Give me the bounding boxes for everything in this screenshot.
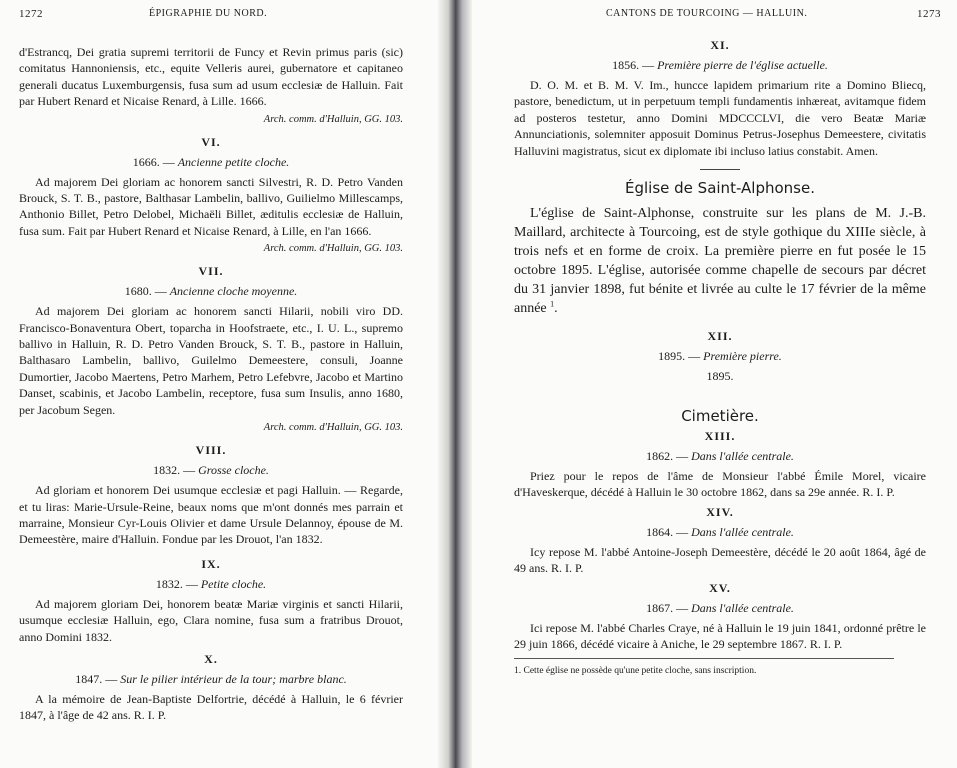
section-title: Petite cloche. xyxy=(200,576,267,591)
section-source: Arch. comm. d'Halluin, GG. 103. xyxy=(263,243,403,255)
section-title: Première pierre. xyxy=(703,349,782,364)
section-source: Arch. comm. d'Halluin, GG. 103. xyxy=(263,422,403,434)
section-date: 1895. xyxy=(658,349,686,364)
section-divider xyxy=(700,169,740,170)
footnote: 1. Cette église ne possède qu'une petite cloche, sans inscription. xyxy=(514,666,757,677)
section-number: X. xyxy=(204,651,218,666)
section-title: Première pierre de l'église actuelle. xyxy=(657,58,828,72)
section-date: 1832. xyxy=(153,463,181,478)
intro-paragraph: d'Estrancq, Dei gratia supremi territorii de Funcy et Revin primus paris (sic) comitatus Hannoniensis, etc., equite Velleris aurei, gubernatore et capitaneo generali ducatus Luxemburgensis, fusa sum ad usum ecclesiæ de Halluin. Fait par Hubert Renard et Nicaise Renard, à Lille. 1666. xyxy=(19,45,403,109)
section-text: Ad majorem Dei gloriam ac honorem sancti Silvestri, R. D. Petro Vanden Brouck, S. T. B., pastore, Balthasar Lambelin, ballivo, Guilielmo Millescamps, Anthonio Billet, Petro Delobel, Michaëli Billet, æditulis ecclesiæ de Halluin, fusa sum. Fait par Hubert Renard et Nicaise Renard, à Lille, en l'an 1666. xyxy=(19,174,403,238)
church-paragraph: L'église de Saint-Alphonse, construite sur les plans de M. J.-B. Maillard, architecte à Tourcoing, est de style gothique du XIIIe siècle, à trois nefs et en forme de croix. La première pierre en fut posée le 15 octobre 1895. L'église, autorisée comme chapelle de secours par décret du 31 janvier 1898, fut bénite et livrée au culte le 17 février de la même année $^1$. xyxy=(514,206,926,317)
section-title: Grosse cloche. xyxy=(198,463,269,478)
section-date: 1856. xyxy=(612,58,640,72)
section-number: XI. xyxy=(710,38,730,52)
section-text: Ici repose M. l'abbé Charles Craye, né à Halluin le 19 juin 1841, ordonné prêtre le 29 juin 1866, décédé vicaire à Aniche, le 29 septembre 1867. R. I. P. xyxy=(514,620,926,652)
section-heading: 1666. — Ancienne petite cloche. xyxy=(132,154,290,169)
section-text: 1895. xyxy=(706,369,734,384)
church-heading: Église de Saint-Alphonse. xyxy=(625,179,815,198)
section-title: Dans l'allée centrale. xyxy=(691,524,794,539)
footnote-rule xyxy=(514,658,894,659)
section-date: 1862. xyxy=(646,449,674,464)
cemetery-heading: Cimetière. xyxy=(681,407,759,426)
section-text: Icy repose M. l'abbé Antoine-Joseph Demeestère, décédé le 20 août 1864, âgé de 49 ans. R. I. P. xyxy=(514,544,926,576)
left-text-flow xyxy=(19,44,403,724)
section-heading: 1862. — Dans l'allée centrale. xyxy=(646,449,794,464)
section-date: 1666. xyxy=(132,154,160,169)
section-number: XII. xyxy=(707,329,733,344)
section-number: XIII. xyxy=(704,429,736,444)
section-text: Ad gloriam et honorem Dei usumque ecclesiæ et pagi Halluin. — Regarde, et tu liras: Marie-Ursule-Reine, beaux noms que m'ont donnés mes parrain et marraine, Monsieur Cyr-Louis Olivier et dame Ursule Delannoy, épouse de M. Demeestère, maire d'Halluin. Fondue par les Drouot, l'an 1832. xyxy=(19,483,403,547)
section-heading: 1832. — Petite cloche. xyxy=(155,576,267,591)
section-number: XIV. xyxy=(706,504,734,519)
intro-source: Arch. comm. d'Halluin, GG. 103. xyxy=(263,113,403,125)
section-text: D. O. M. et B. M. V. Im., huncce lapidem primarium rite a Domino Bliecq, pastore, benedictum, ut in perpetuum templi fundamentis inhæreat, avitamque fidem ad posteros testetur, anno Domini MDCCCLVI, die vero Beatæ Mariæ Annunciationis, solemniter apposuit Dominus Petrus-Josephus Demeestere, civitatis Halluvini magistratus, sicut ex diplomate ibi incluso latius constabit. Amen. xyxy=(514,78,926,158)
section-text: Ad majorem gloriam Dei, honorem beatæ Mariæ virginis et sancti Hilarii, usumque ecclesiæ Halluin, ego, Clara nomine, fusa sum a fratribus Drouot, anno Domini 1832. xyxy=(19,596,403,644)
section-heading: 1680. — Ancienne cloche moyenne. xyxy=(124,284,298,299)
section-date: 1867. xyxy=(646,600,674,615)
left-running-title: ÉPIGRAPHIE DU NORD. xyxy=(149,8,268,19)
right-page xyxy=(466,0,957,768)
section-heading: 1864. — Dans l'allée centrale. xyxy=(646,524,794,539)
section-heading: 1895. — Première pierre. xyxy=(658,349,782,364)
section-text: A la mémoire de Jean-Baptiste Delfortrie, décédé à Halluin, le 6 février 1847, à l'âge de 42 ans. R. I. P. xyxy=(19,691,403,723)
right-running-title: CANTONS DE TOURCOING — HALLUIN. xyxy=(606,8,808,19)
section-date: 1864. xyxy=(646,524,674,539)
section-number: IX. xyxy=(201,556,221,571)
section-number: VIII. xyxy=(195,443,227,458)
section-title: Sur le pilier intérieur de la tour; marbre blanc. xyxy=(120,671,347,686)
section-date: 1832. xyxy=(155,576,183,591)
page-number-left: 1272 xyxy=(19,8,43,20)
section-title: Dans l'allée centrale. xyxy=(691,449,794,464)
church-paragraph-text: L'église de Saint-Alphonse, construite sur les plans de M. J.-B. Maillard, architecte à Tourcoing, est de style gothique du XIIIe siècle, à trois nefs et en forme de croix. La première pierre en fut posée le 15 octobre 1895. L'église, autorisée comme chapelle de secours par décret du 31 janvier 1898, fut bénite et livrée au culte le 17 février de la même année xyxy=(514,206,926,317)
left-page xyxy=(0,0,446,768)
section-text: Ad majorem Dei gloriam ac honorem sancti Hilarii, nobili viro DD. Francisco-Bonaventura Obert, toparcha in Hoofstraete, etc., I. U. L., supremo ballivo in Halluin, R. D. Petro Vanden Brouck, S. T. B., pastore in Halluin, Balthasaro Lambelin, ballivo, Guilelmo Demeestere, consuli, Joanne Dumortier, Jacobo Maertens, Petro Marhem, Petro Lefebvre, Jacobo et Martino Danset, scabinis, et Jacobo Lambelin, receptore, fusa sum Insulis, anno 1680, per Jacobum Segen. xyxy=(19,304,403,417)
section-heading: 1847. — Sur le pilier intérieur de la tour; marbre blanc. xyxy=(75,671,347,686)
section-text: Priez pour le repos de l'âme de Monsieur l'abbé Émile Morel, vicaire d'Haveskerque, décédé à Halluin le 30 octobre 1862, dans sa 29e année. R. I. P. xyxy=(514,469,926,500)
footnote-marker: 1 xyxy=(550,299,555,309)
section-number: VII. xyxy=(198,264,224,279)
section-title: Dans l'allée centrale. xyxy=(691,600,794,615)
section-date: 1847. xyxy=(75,671,103,686)
section-heading: 1856. — Première pierre de l'église actuelle. xyxy=(612,58,828,72)
section-number: XV. xyxy=(709,580,731,595)
section-title: Ancienne cloche moyenne. xyxy=(169,284,298,299)
page-number-right: 1273 xyxy=(917,8,941,20)
section-date: 1680. xyxy=(124,284,152,299)
section-heading: 1832. — Grosse cloche. xyxy=(153,463,269,478)
section-title: Ancienne petite cloche. xyxy=(177,154,290,169)
right-text-flow xyxy=(514,37,926,677)
section-heading: 1867. — Dans l'allée centrale. xyxy=(646,600,794,615)
section-number: VI. xyxy=(201,134,221,149)
